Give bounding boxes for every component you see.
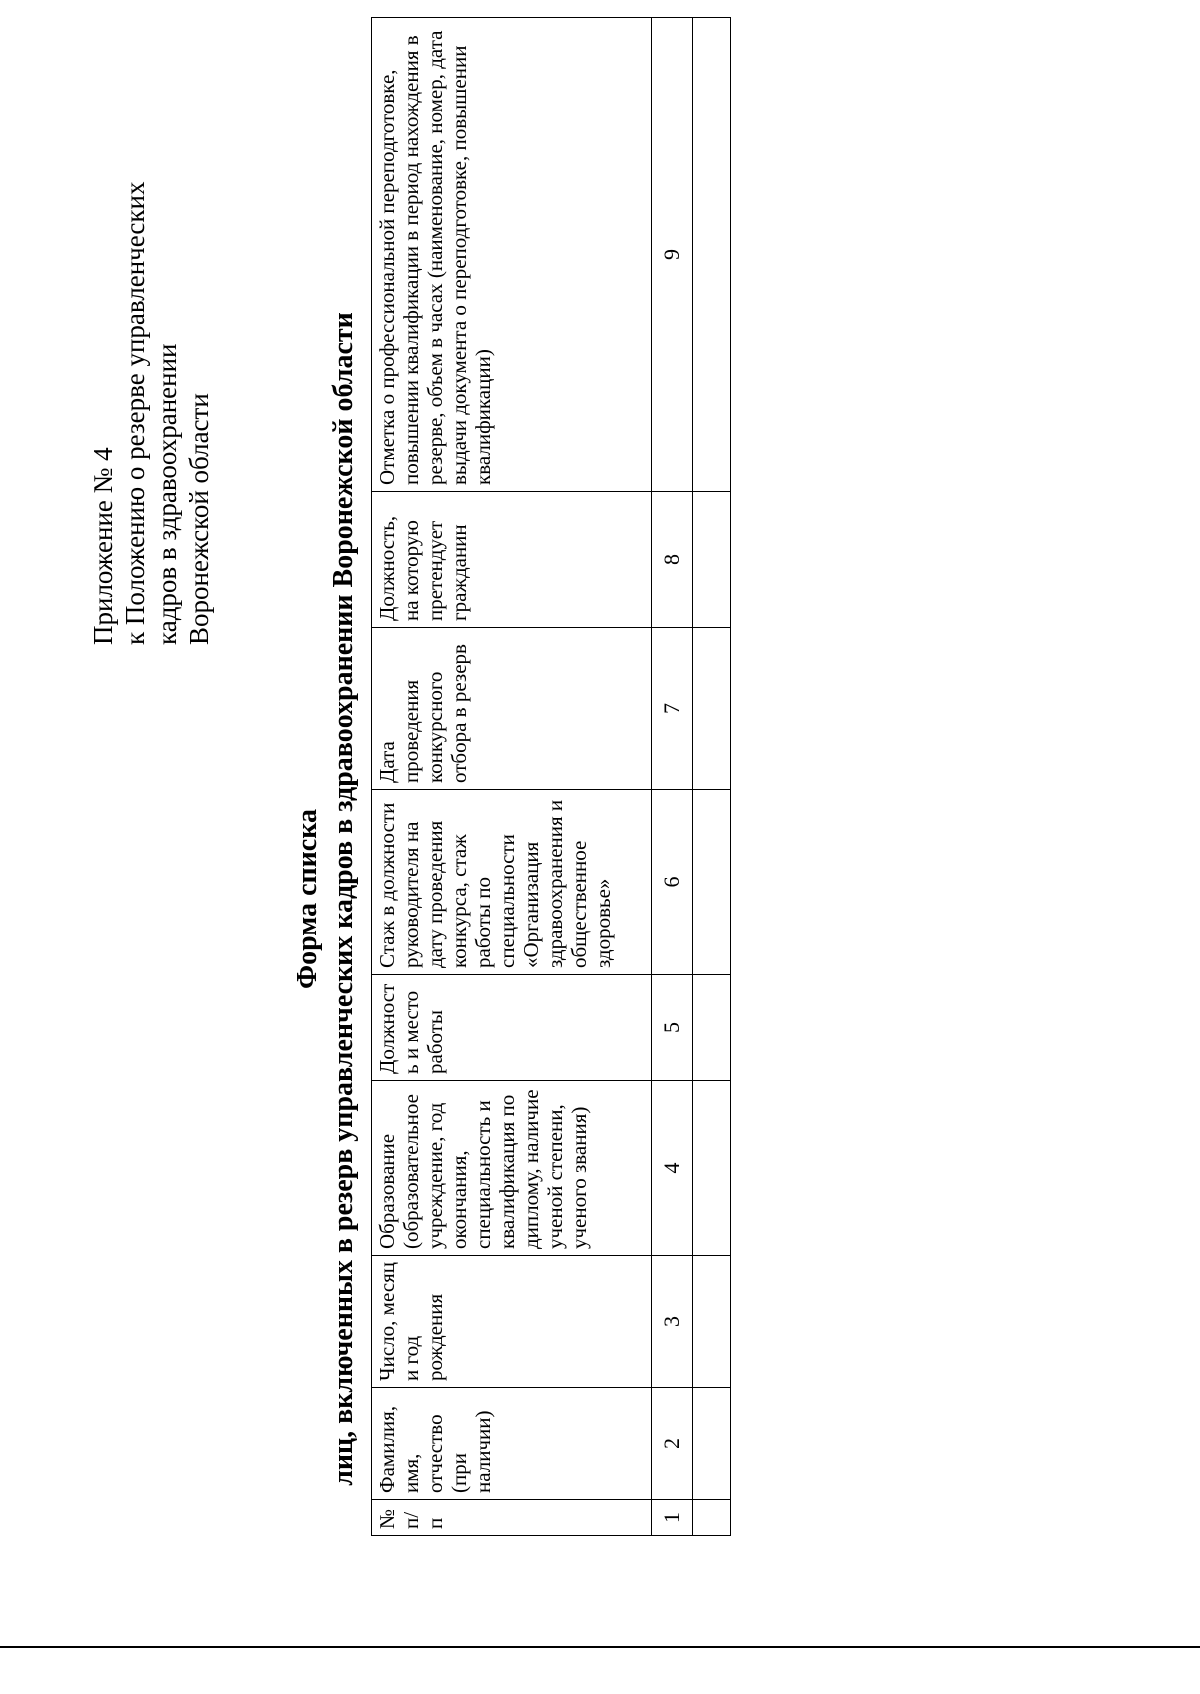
header-cell-experience: Стаж в должности руководителя на дату проведения конкурса, стаж работы по специальности «Организация здравоохранения и общественное здоровье» [372, 790, 652, 975]
appendix-line: к Положению о резерве управленческих [120, 181, 150, 645]
header-cell-education: Образование (образовательное учреждение, год окончания, специальность и квалификация по диплому, наличие ученой степени, ученого звания) [372, 1081, 652, 1256]
empty-cell [693, 975, 731, 1081]
empty-cell [693, 1388, 731, 1500]
table-number-row [652, 18, 693, 1536]
header-cell-training-note: Отметка о профессиональной переподготовке, повышении квалификации в период нахождения в резерве, объем в часах (наименование, номер, дата выдачи документа о переподготовке, повышении квалификации) [372, 18, 652, 492]
number-cell: 2 [652, 1388, 693, 1500]
number-cell: 3 [652, 1256, 693, 1388]
reserve-list-table [371, 17, 731, 1536]
header-cell-selection-date: Дата проведения конкурсного отбора в резерв [372, 628, 652, 790]
number-cell: 9 [652, 18, 693, 492]
empty-cell [693, 1081, 731, 1256]
number-cell: 4 [652, 1081, 693, 1256]
number-cell: 7 [652, 628, 693, 790]
header-cell-position: Должность и место работы [372, 975, 652, 1081]
table-header-row [372, 18, 652, 1536]
empty-cell [693, 18, 731, 492]
empty-cell [693, 1256, 731, 1388]
page-bottom-rule [0, 1646, 1200, 1648]
table-empty-row [693, 18, 731, 1536]
appendix-line: кадров в здравоохранении [152, 343, 182, 645]
number-cell: 6 [652, 790, 693, 975]
number-cell: 1 [652, 1500, 693, 1536]
header-cell-full-name: Фамилия, имя, отчество (при наличии) [372, 1388, 652, 1500]
empty-cell [693, 790, 731, 975]
number-cell: 5 [652, 975, 693, 1081]
form-title: Форма списка [292, 809, 323, 989]
number-cell: 8 [652, 492, 693, 628]
header-cell-birth-date: Число, месяц и год рождения [372, 1256, 652, 1388]
appendix-line: Воронежской области [184, 393, 214, 645]
empty-cell [693, 492, 731, 628]
appendix-line: Приложение № 4 [88, 447, 118, 645]
appendix-block [87, 105, 215, 645]
header-cell-target-position: Должность, на которую претендует гражданин [372, 492, 652, 628]
form-subtitle: лиц, включенных в резерв управленческих кадров в здравоохранении Воронежской области [328, 312, 359, 1486]
empty-cell [693, 1500, 731, 1536]
empty-cell [693, 628, 731, 790]
header-cell-number: № п/п [372, 1500, 652, 1536]
